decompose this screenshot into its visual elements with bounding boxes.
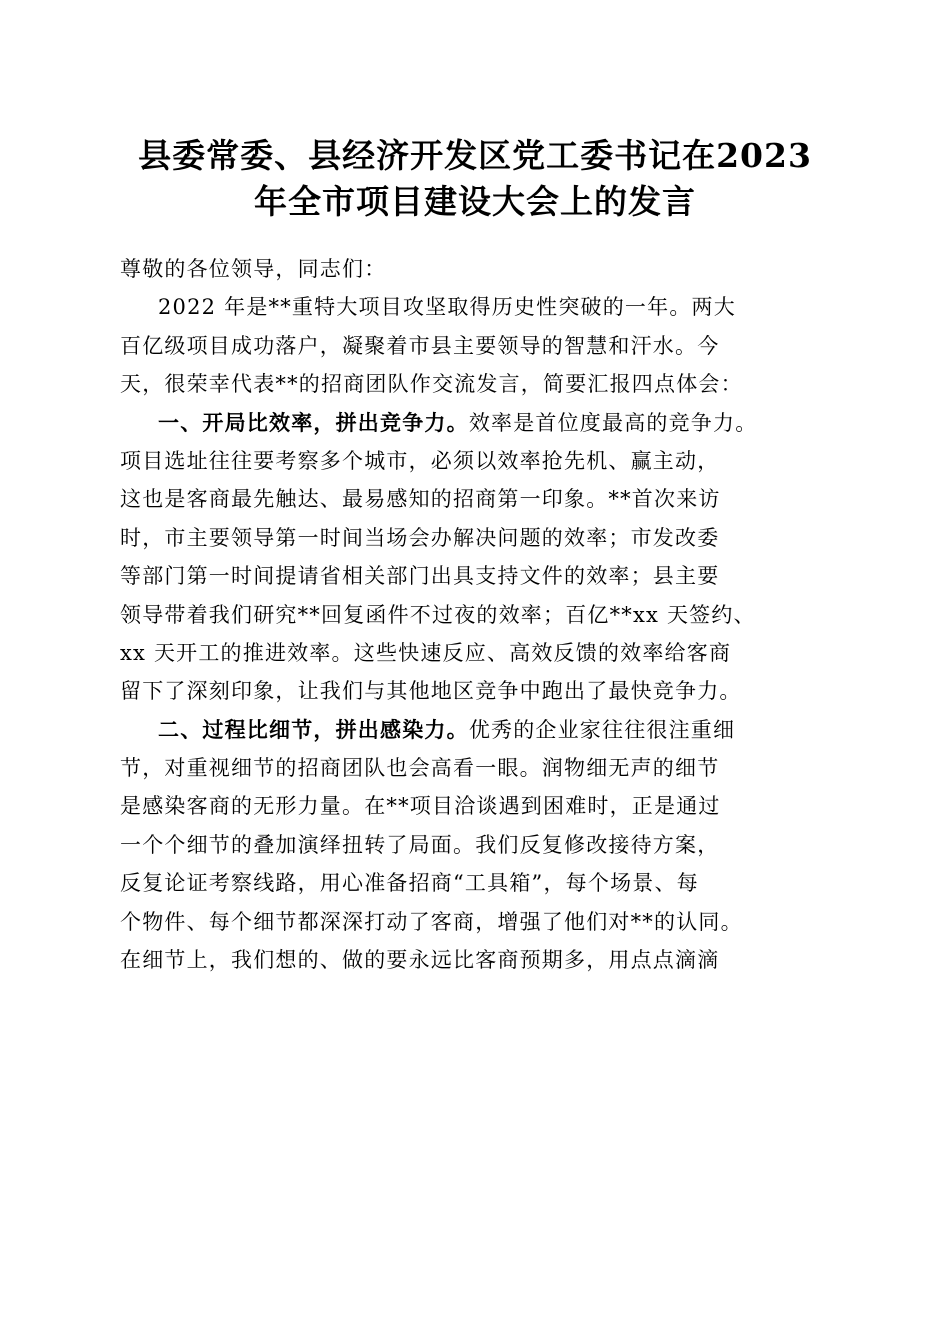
paragraph-line: 一个个细节的叠加演绎扭转了局面。我们反复修改接待方案，	[120, 832, 720, 857]
paragraph-line: 节，对重视细节的招商团队也会高看一眼。润物细无声的细节	[120, 756, 720, 781]
title-line: 年全市项目建设大会上的发言	[254, 182, 696, 221]
section-1-paragraph	[120, 404, 840, 711]
section-2-lead-text: 优秀的企业家往往很注重细	[468, 717, 736, 742]
salutation: 尊敬的各位领导，同志们：	[120, 257, 387, 281]
section-2-heading: 二、过程比细节，拼出感染力。	[158, 716, 469, 742]
section-2-paragraph	[120, 711, 840, 980]
paragraph-line: 留下了深刻印象，让我们与其他地区竞争中跑出了最快竞争力。	[120, 679, 742, 704]
paragraph-line: 在细节上，我们想的、做的要永远比客商预期多，用点点滴滴	[120, 948, 720, 973]
paragraph-line: 领导带着我们研究**回复函件不过夜的效率；百亿**xx 天签约、	[120, 602, 756, 627]
document-body	[120, 250, 840, 979]
paragraph-line	[120, 404, 840, 442]
paragraph-line: 2022 年是**重特大项目攻坚取得历史性突破的一年。两大	[158, 295, 736, 320]
paragraph-line: 这也是客商最先触达、最易感知的招商第一印象。**首次来访	[120, 487, 721, 512]
paragraph-line: 反复论证考察线路，用心准备招商“工具箱”，每个场景、每	[120, 871, 699, 896]
paragraph-line: 个物件、每个细节都深深打动了客商，增强了他们对**的认同。	[120, 909, 743, 934]
paragraph-line: 时，市主要领导第一时间当场会办解决问题的效率；市发改委	[120, 525, 720, 550]
paragraph-line: 是感染客商的无形力量。在**项目洽谈遇到困难时，正是通过	[120, 794, 721, 819]
section-1-lead-text: 效率是首位度最高的竞争力。	[468, 410, 758, 435]
title-line: 县委常委、县经济开发区党工委书记在2023	[138, 136, 812, 175]
paragraph-line	[120, 711, 840, 749]
document-title	[120, 133, 830, 225]
paragraph-line: 百亿级项目成功落户，凝聚着市县主要领导的智慧和汗水。今	[120, 333, 720, 358]
section-1-heading: 一、开局比效率，拼出竞争力。	[158, 409, 469, 435]
intro-paragraph	[120, 288, 840, 403]
paragraph-line: xx 天开工的推进效率。这些快速反应、高效反馈的效率给客商	[120, 640, 732, 665]
paragraph-line: 等部门第一时间提请省相关部门出具支持文件的效率；县主要	[120, 564, 720, 589]
paragraph-line: 天，很荣幸代表**的招商团队作交流发言，简要汇报四点体会：	[120, 372, 743, 397]
paragraph-line: 项目选址往往要考察多个城市，必须以效率抢先机、赢主动，	[120, 448, 720, 473]
